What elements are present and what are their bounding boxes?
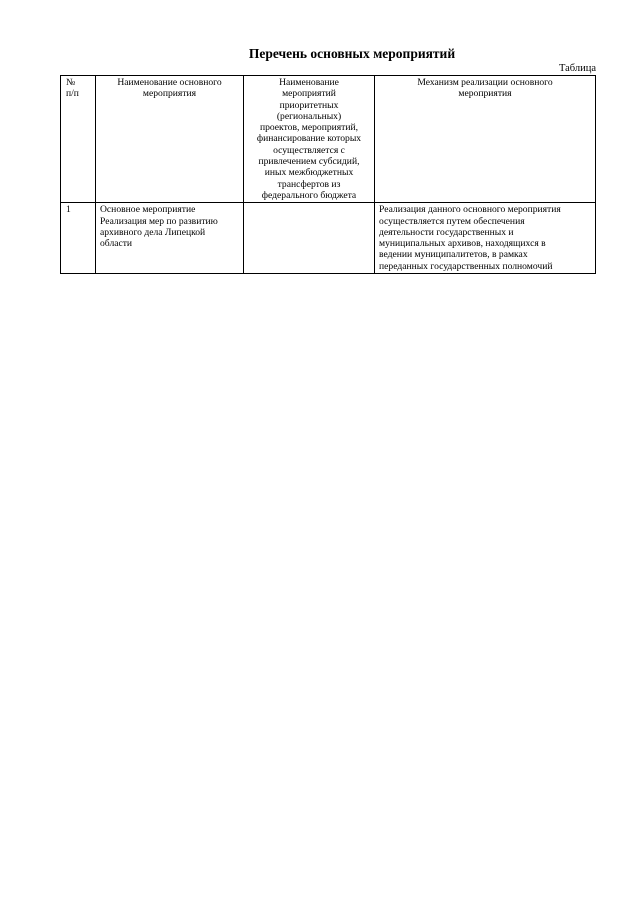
- cell-line: переданных государственных полномочий: [379, 260, 553, 272]
- cell-line: осуществляется путем обеспечения: [379, 215, 525, 227]
- cell-priority-projects: [244, 203, 375, 274]
- events-table: [60, 75, 596, 274]
- cell-num: 1: [61, 203, 96, 274]
- header-line: (региональных): [276, 110, 342, 122]
- header-line: осуществляется с: [273, 144, 345, 156]
- header-line: мероприятия: [142, 88, 197, 100]
- header-line: привлечением субсидий,: [258, 156, 360, 168]
- cell-line: Реализация данного основного мероприятия: [379, 204, 561, 216]
- header-line: Наименование: [279, 77, 339, 88]
- header-num: [61, 76, 96, 203]
- header-mechanism: [375, 76, 596, 203]
- header-line: трансфертов из: [277, 178, 341, 190]
- table-row: [61, 203, 596, 274]
- header-line: п/п: [66, 88, 79, 100]
- cell-event-name: [96, 203, 244, 274]
- page-title: Перечень основных мероприятий: [248, 46, 456, 61]
- header-line: проектов, мероприятий,: [259, 122, 359, 134]
- header-line: мероприятия: [458, 88, 512, 100]
- header-line: №: [66, 77, 76, 88]
- cell-line: деятельности государственных и: [379, 226, 514, 238]
- cell-line: архивного дела Липецкой: [100, 226, 206, 238]
- header-line: Механизм реализации основного: [417, 77, 553, 88]
- cell-mechanism: [375, 203, 596, 274]
- table-header-row: [61, 76, 596, 203]
- cell-line: ведении муниципалитетов, в рамках: [379, 249, 528, 261]
- cell-line: Реализация мер по развитию: [100, 215, 218, 227]
- header-priority-projects: [244, 76, 375, 203]
- header-line: приоритетных: [279, 99, 339, 111]
- header-event-name: [96, 76, 244, 203]
- cell-line: области: [100, 238, 133, 250]
- header-line: иных межбюджетных: [264, 167, 354, 179]
- cell-line: Основное мероприятие: [100, 204, 196, 216]
- cell-line: муниципальных архивов, находящихся в: [379, 238, 546, 250]
- header-line: мероприятий: [282, 88, 336, 100]
- table-caption: Таблица: [558, 63, 596, 74]
- header-line: Наименование основного: [117, 77, 222, 88]
- header-line: финансирование которых: [256, 133, 362, 145]
- header-line: федерального бюджета: [261, 189, 357, 201]
